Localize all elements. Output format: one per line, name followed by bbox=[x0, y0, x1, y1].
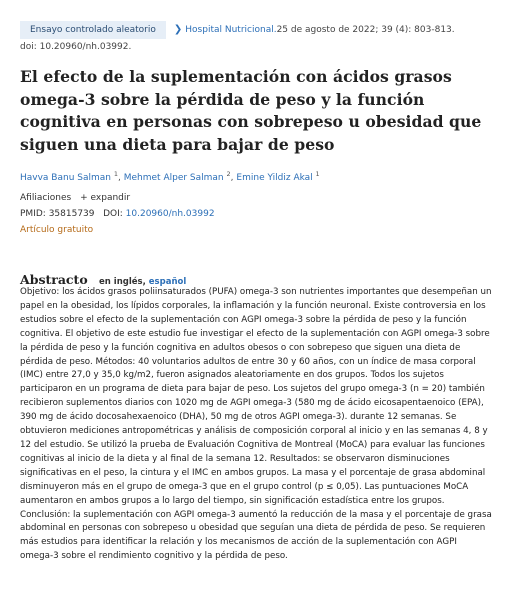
article-meta bbox=[20, 20, 500, 54]
spanish-language-link[interactable]: español bbox=[148, 277, 187, 287]
affiliations-toggle[interactable] bbox=[20, 193, 130, 203]
citation-text: 25 de agosto de 2022; 39 (4): 803-813. bbox=[276, 25, 455, 35]
doi-label: DOI: bbox=[103, 209, 123, 219]
doi-link[interactable]: 10.20960/nh.03992 bbox=[125, 209, 215, 219]
citation-doi: doi: 10.20960/nh.03992. bbox=[20, 42, 132, 52]
publication-type-badge[interactable]: Ensayo controlado aleatorio bbox=[20, 21, 166, 39]
expand-link[interactable]: expandir bbox=[90, 193, 131, 203]
pmid-label: PMID: bbox=[20, 209, 46, 219]
author-affiliation-number[interactable]: 1 bbox=[315, 170, 320, 178]
author-list bbox=[20, 170, 320, 183]
identifiers bbox=[20, 209, 215, 219]
author-separator: , bbox=[230, 173, 234, 183]
journal-link[interactable]: Hospital Nutricional. bbox=[185, 25, 277, 35]
author-affiliation-number[interactable]: 2 bbox=[226, 170, 231, 178]
author-link[interactable]: Havva Banu Salman bbox=[20, 173, 111, 183]
free-article-label: Artículo gratuito bbox=[20, 225, 94, 235]
author-link[interactable]: Mehmet Alper Salman bbox=[123, 173, 224, 183]
author-link[interactable]: Emine Yildiz Akal bbox=[236, 173, 313, 183]
author-separator: , bbox=[118, 173, 121, 183]
pmid-value: 35815739 bbox=[48, 209, 95, 219]
language-prefix: en inglés, bbox=[99, 277, 146, 287]
article-title: El efecto de la suplementación con ácidos grasos omega-3 sobre la pérdida de peso y la función cognitiva en personas con sobrepeso u obesidad que siguen una dieta para bajar de peso bbox=[20, 67, 482, 154]
plus-icon: + bbox=[80, 193, 88, 203]
chevron-right-icon: ❯ bbox=[173, 24, 183, 35]
abstract-text: Objetivo: los ácidos grasos poliinsaturados (PUFA) omega-3 son nutrientes importantes que desempeñan un papel en la obesidad, los lípidos corporales, la inflamación y la función neuronal. Existe controversia en los estudios sobre el efecto de la suplementación con AGPI omega-3 sobre la pérdida de peso y la función cognitiva. El objetivo de este estudio fue investigar el efecto de la suplementación con AGPI omega-3 sobre la pérdida de peso y la función cognitiva en adultos obesos o con sobrepeso que siguen una dieta de pérdida de peso. Métodos: 40 voluntarios adultos de entre 30 y 60 años, con un índice de masa corporal (IMC) entre 27,0 y 35,0 kg/m2, fueron asignados aleatoriamente en dos grupos. Todos los sujetos participaron en un programa de dieta para bajar de peso. Los sujetos del grupo omega-3 (n = 20) también recibieron suplementos diarios con 1020 mg de AGPI omega-3 (580 mg de ácido eicosapentaenoico (EPA), 390 mg de ácido docosahexaenoico (DHA), 50 mg de otros AGPI omega-3). durante 12 semanas. Se obtuvieron mediciones antropométricas y análisis de composición corporal al inicio y en las semanas 4, 8 y 12 del estudio. Se utilizó la prueba de Evaluación Cognitiva de Montreal (MoCA) para evaluar las funciones cognitivas al inicio de la dieta y al final de la semana 12. Resultados: se observaron disminuciones significativas en el peso, la cintura y el IMC en ambos grupos. La masa y el porcentaje de grasa abdominal disminuyeron más en el grupo de omega-3 que en el grupo control (p ≤ 0,05). Las puntuaciones MoCA aumentaron en ambos grupos a lo largo del tiempo, sin significación estadística entre los grupos. Conclusión: la suplementación con AGPI omega-3 aumentó la reducción de la masa y el porcentaje de grasa abdominal en personas con sobrepeso u obesidad que seguían una dieta de pérdida de peso. Se requieren más estudios para identificar la relación y los mecanismos de acción de la suplementación con AGPI omega-3 sobre el rendimiento cognitivo y la pérdida de peso. bbox=[20, 287, 492, 562]
abstract-title: Abstracto bbox=[20, 272, 88, 287]
author-affiliation-number[interactable]: 1 bbox=[113, 170, 118, 178]
affiliations-label: Afiliaciones bbox=[20, 193, 72, 203]
